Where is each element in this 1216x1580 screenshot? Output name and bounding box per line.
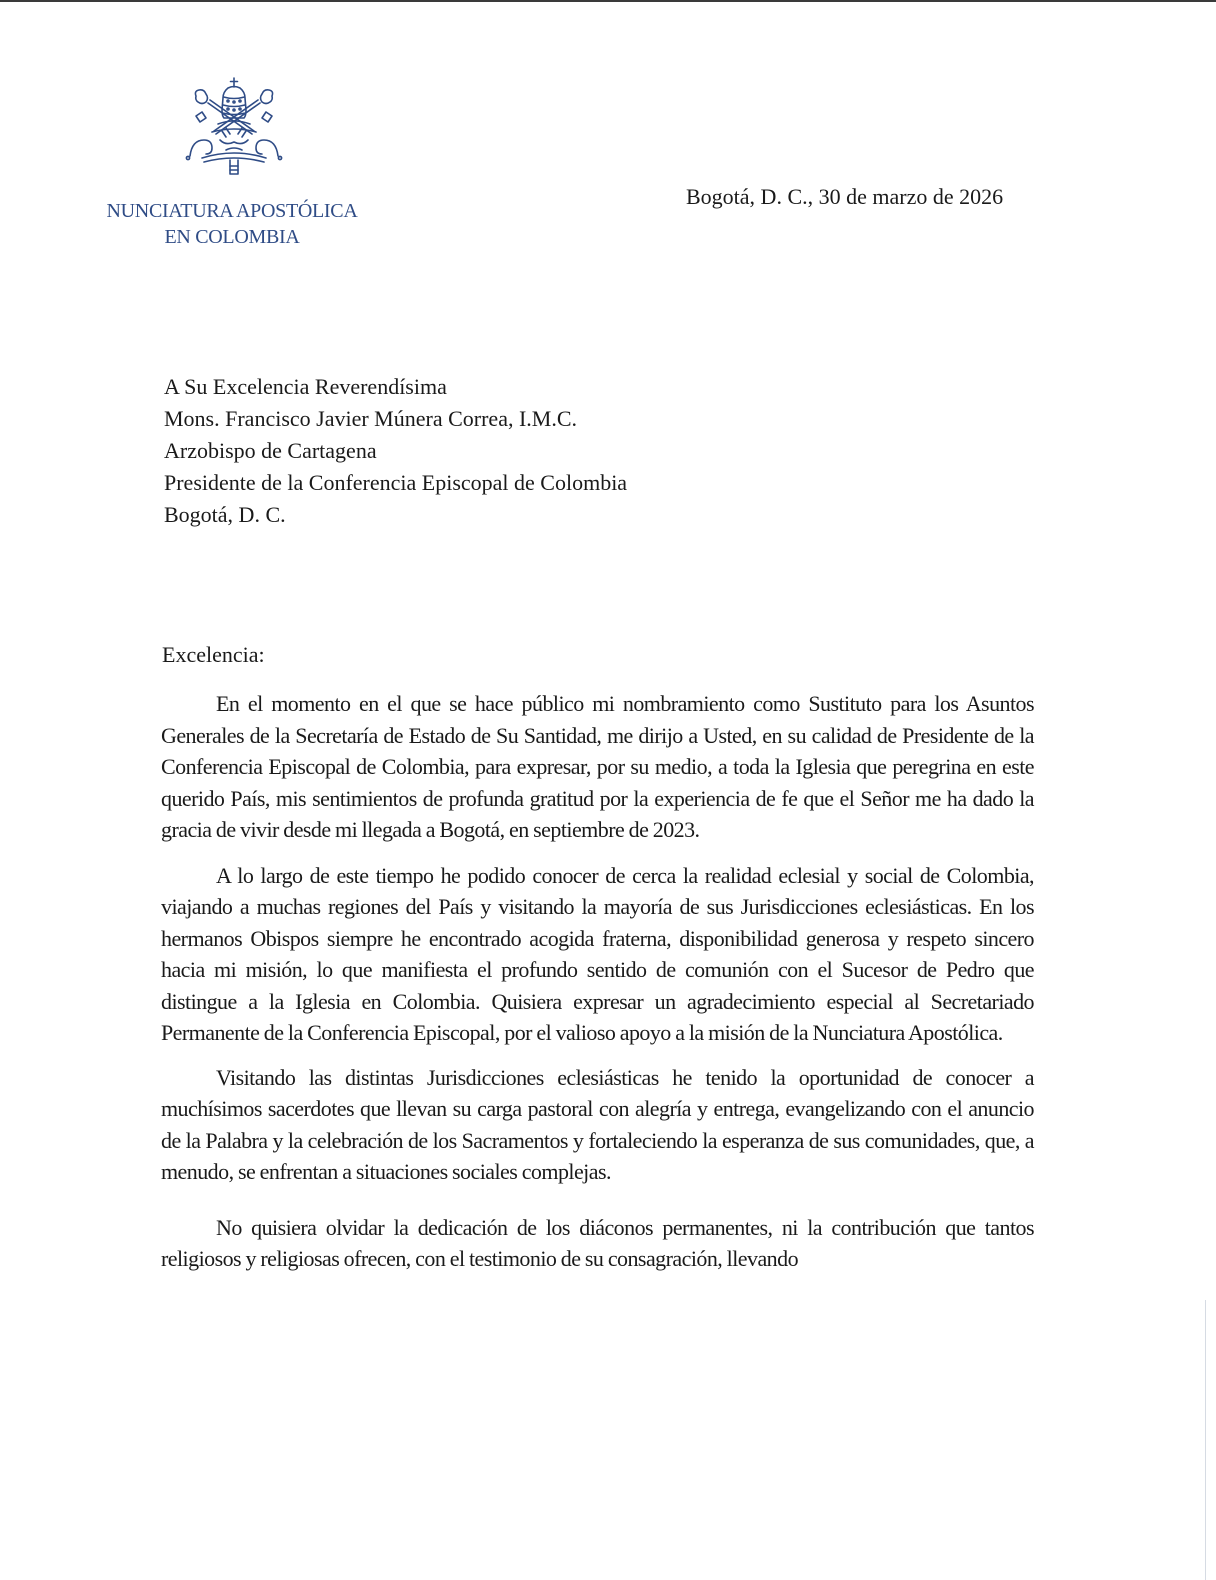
recipient-line: A Su Excelencia Reverendísima — [164, 374, 447, 399]
recipient-line: Arzobispo de Cartagena — [164, 438, 377, 463]
letterhead-line-2: EN COLOMBIA — [164, 226, 300, 248]
recipient-line: Bogotá, D. C. — [164, 502, 286, 527]
letter-body — [161, 688, 1034, 1289]
body-paragraph: Visitando las distintas Jurisdicciones eclesiásticas he tenido la oportunidad de conocer a muchísimos sacerdotes que llevan su carga pastoral con alegría y entrega, evangelizando con el anuncio de la Palabra y la celebración de los Sacramentos y fortaleciendo la esperanza de sus comunidades, que, a menudo, se enfrentan a situaciones sociales complejas. — [161, 1064, 1034, 1184]
recipient-line: Presidente de la Conferencia Episcopal de Colombia — [164, 470, 628, 495]
recipient-address — [164, 371, 627, 531]
letter-date: Bogotá, D. C., 30 de marzo de 2026 — [686, 184, 1004, 209]
papal-coat-of-arms-icon — [182, 76, 286, 178]
letterhead — [96, 198, 368, 250]
body-paragraph: No quisiera olvidar la dedicación de los diáconos permanentes, ni la contribución que tantos religiosos y religiosas ofrecen, con el testimonio de su consagración, llevando — [161, 1214, 1034, 1271]
salutation: Excelencia: — [162, 642, 265, 667]
body-paragraph: En el momento en el que se hace público mi nombramiento como Sustituto para los Asuntos Generales de la Secretaría de Estado de Su Santidad, me dirijo a Usted, en su calidad de Presidente de la Conferencia Episcopal de Colombia, para expresar, por su medio, a toda la Iglesia que peregrina en este querido País, mis sentimientos de profunda gratitud por la experiencia de fe que el Señor me ha dado la gracia de vivir desde mi llegada a Bogotá, en septiembre de 2023. — [161, 691, 1034, 842]
page-right-edge — [1205, 1300, 1206, 1580]
body-paragraph: A lo largo de este tiempo he podido conocer de cerca la realidad eclesial y social de Colombia, viajando a muchas regiones del País y visitando la mayoría de sus Jurisdicciones eclesiásticas. En los hermanos Obispos siempre he encontrado acogida fraterna, disponibilidad generosa y respeto sincero hacia mi misión, lo que manifiesta el profundo sentido de comunión con el Sucesor de Pedro que distingue a la Iglesia en Colombia. Quisiera expresar un agradecimiento especial al Secretariado Permanente de la Conferencia Episcopal, por el valioso apoyo a la misión de la Nunciatura Apostólica. — [161, 862, 1034, 1045]
page-top-border — [0, 0, 1216, 2]
recipient-line: Mons. Francisco Javier Múnera Correa, I.M.C. — [164, 406, 578, 431]
letterhead-line-1: NUNCIATURA APOSTÓLICA — [106, 200, 358, 222]
